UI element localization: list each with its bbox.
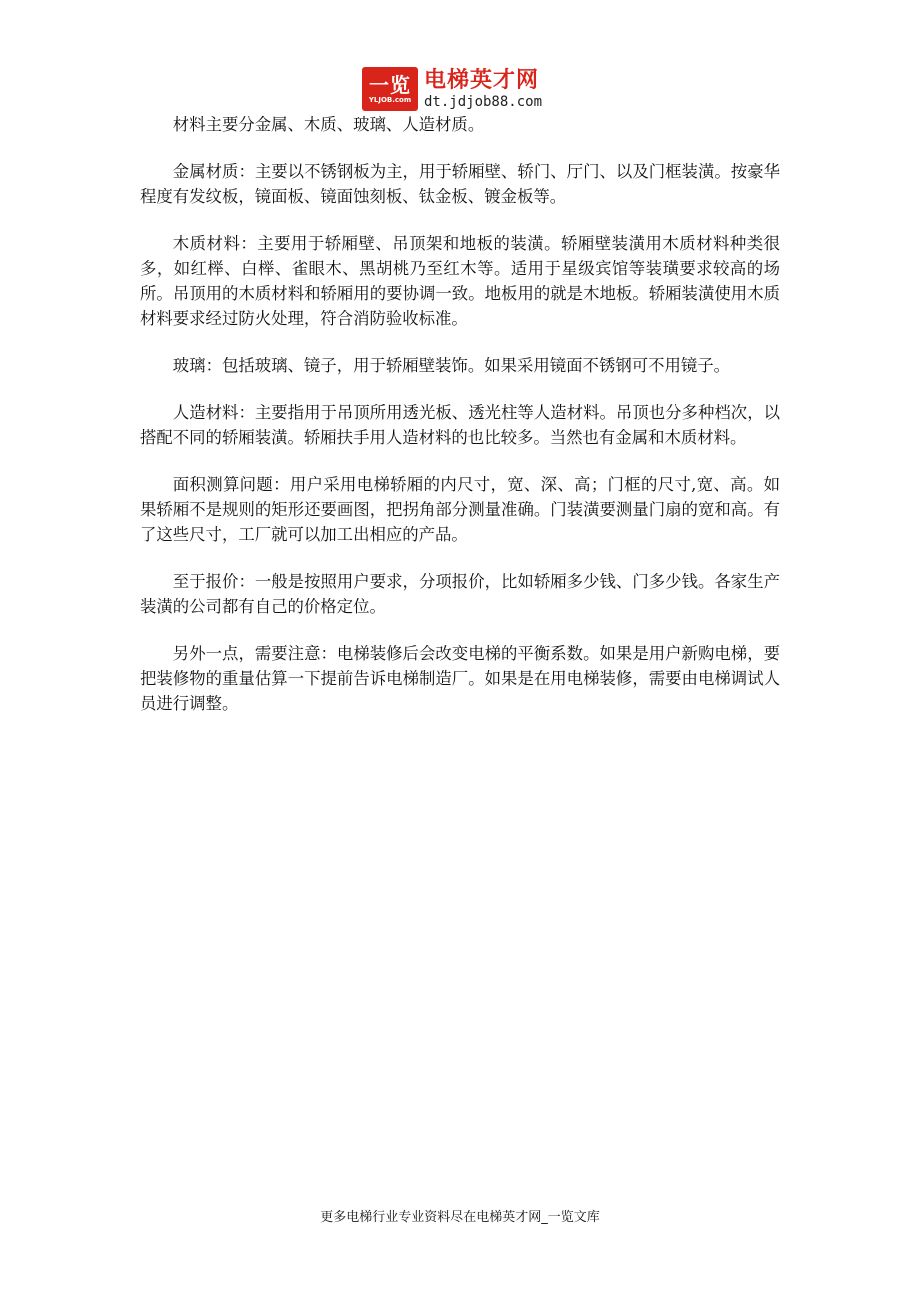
paragraph-metal: 金属材质：主要以不锈钢板为主，用于轿厢壁、轿门、厅门、以及门框装潢。按豪华程度有发纹板，镜面板、镜面蚀刻板、钛金板、镀金板等。: [140, 162, 780, 206]
site-url[interactable]: dt.jdjob88.com: [424, 94, 543, 110]
document-body: [140, 112, 780, 738]
logo-badge-text: 一览: [369, 72, 411, 97]
logo-badge: [362, 67, 418, 111]
page-footer: 更多电梯行业专业资料尽在电梯英才网_一览文库: [320, 1210, 600, 1225]
site-logo[interactable]: [362, 66, 542, 112]
paragraph-note: 另外一点，需要注意：电梯装修后会改变电梯的平衡系数。如果是用户新购电梯，要把装修物的重量估算一下提前告诉电梯制造厂。如果是在用电梯装修，需要由电梯调试人员进行调整。: [140, 644, 780, 713]
paragraph-artificial: 人造材料：主要指用于吊顶所用透光板、透光柱等人造材料。吊顶也分多种档次，以搭配不同的轿厢装潢。轿厢扶手用人造材料的也比较多。当然也有金属和木质材料。: [140, 403, 780, 447]
paragraph-quotation: 至于报价：一般是按照用户要求，分项报价，比如轿厢多少钱、门多少钱。各家生产装潢的公司都有自己的价格定位。: [140, 572, 780, 616]
site-name: 电梯英才网: [424, 68, 540, 93]
paragraph-glass: 玻璃：包括玻璃、镜子，用于轿厢壁装饰。如果采用镜面不锈钢可不用镜子。: [172, 356, 731, 375]
logo-text-block: [424, 68, 542, 110]
paragraph-wood: 木质材料：主要用于轿厢壁、吊顶架和地板的装潢。轿厢壁装潢用木质材料种类很多，如红榉、白榉、雀眼木、黑胡桃乃至红木等。适用于星级宾馆等装璜要求较高的场所。吊顶用的木质材料和轿厢用的要协调一致。地板用的就是木地板。轿厢装潢使用木质材料要求经过防火处理，符合消防验收标准。: [140, 234, 780, 328]
paragraph-materials-intro: 材料主要分金属、木质、玻璃、人造材质。: [172, 115, 485, 134]
logo-badge-subtext: YLJOB.com: [368, 95, 412, 104]
paragraph-area-measurement: 面积测算问题：用户采用电梯轿厢的内尺寸，宽、深、高；门框的尺寸,宽、高。如果轿厢不是规则的矩形还要画图，把拐角部分测量准确。门装潢要测量门扇的宽和高。有了这些尺寸，工厂就可以加工出相应的产品。: [140, 475, 780, 544]
